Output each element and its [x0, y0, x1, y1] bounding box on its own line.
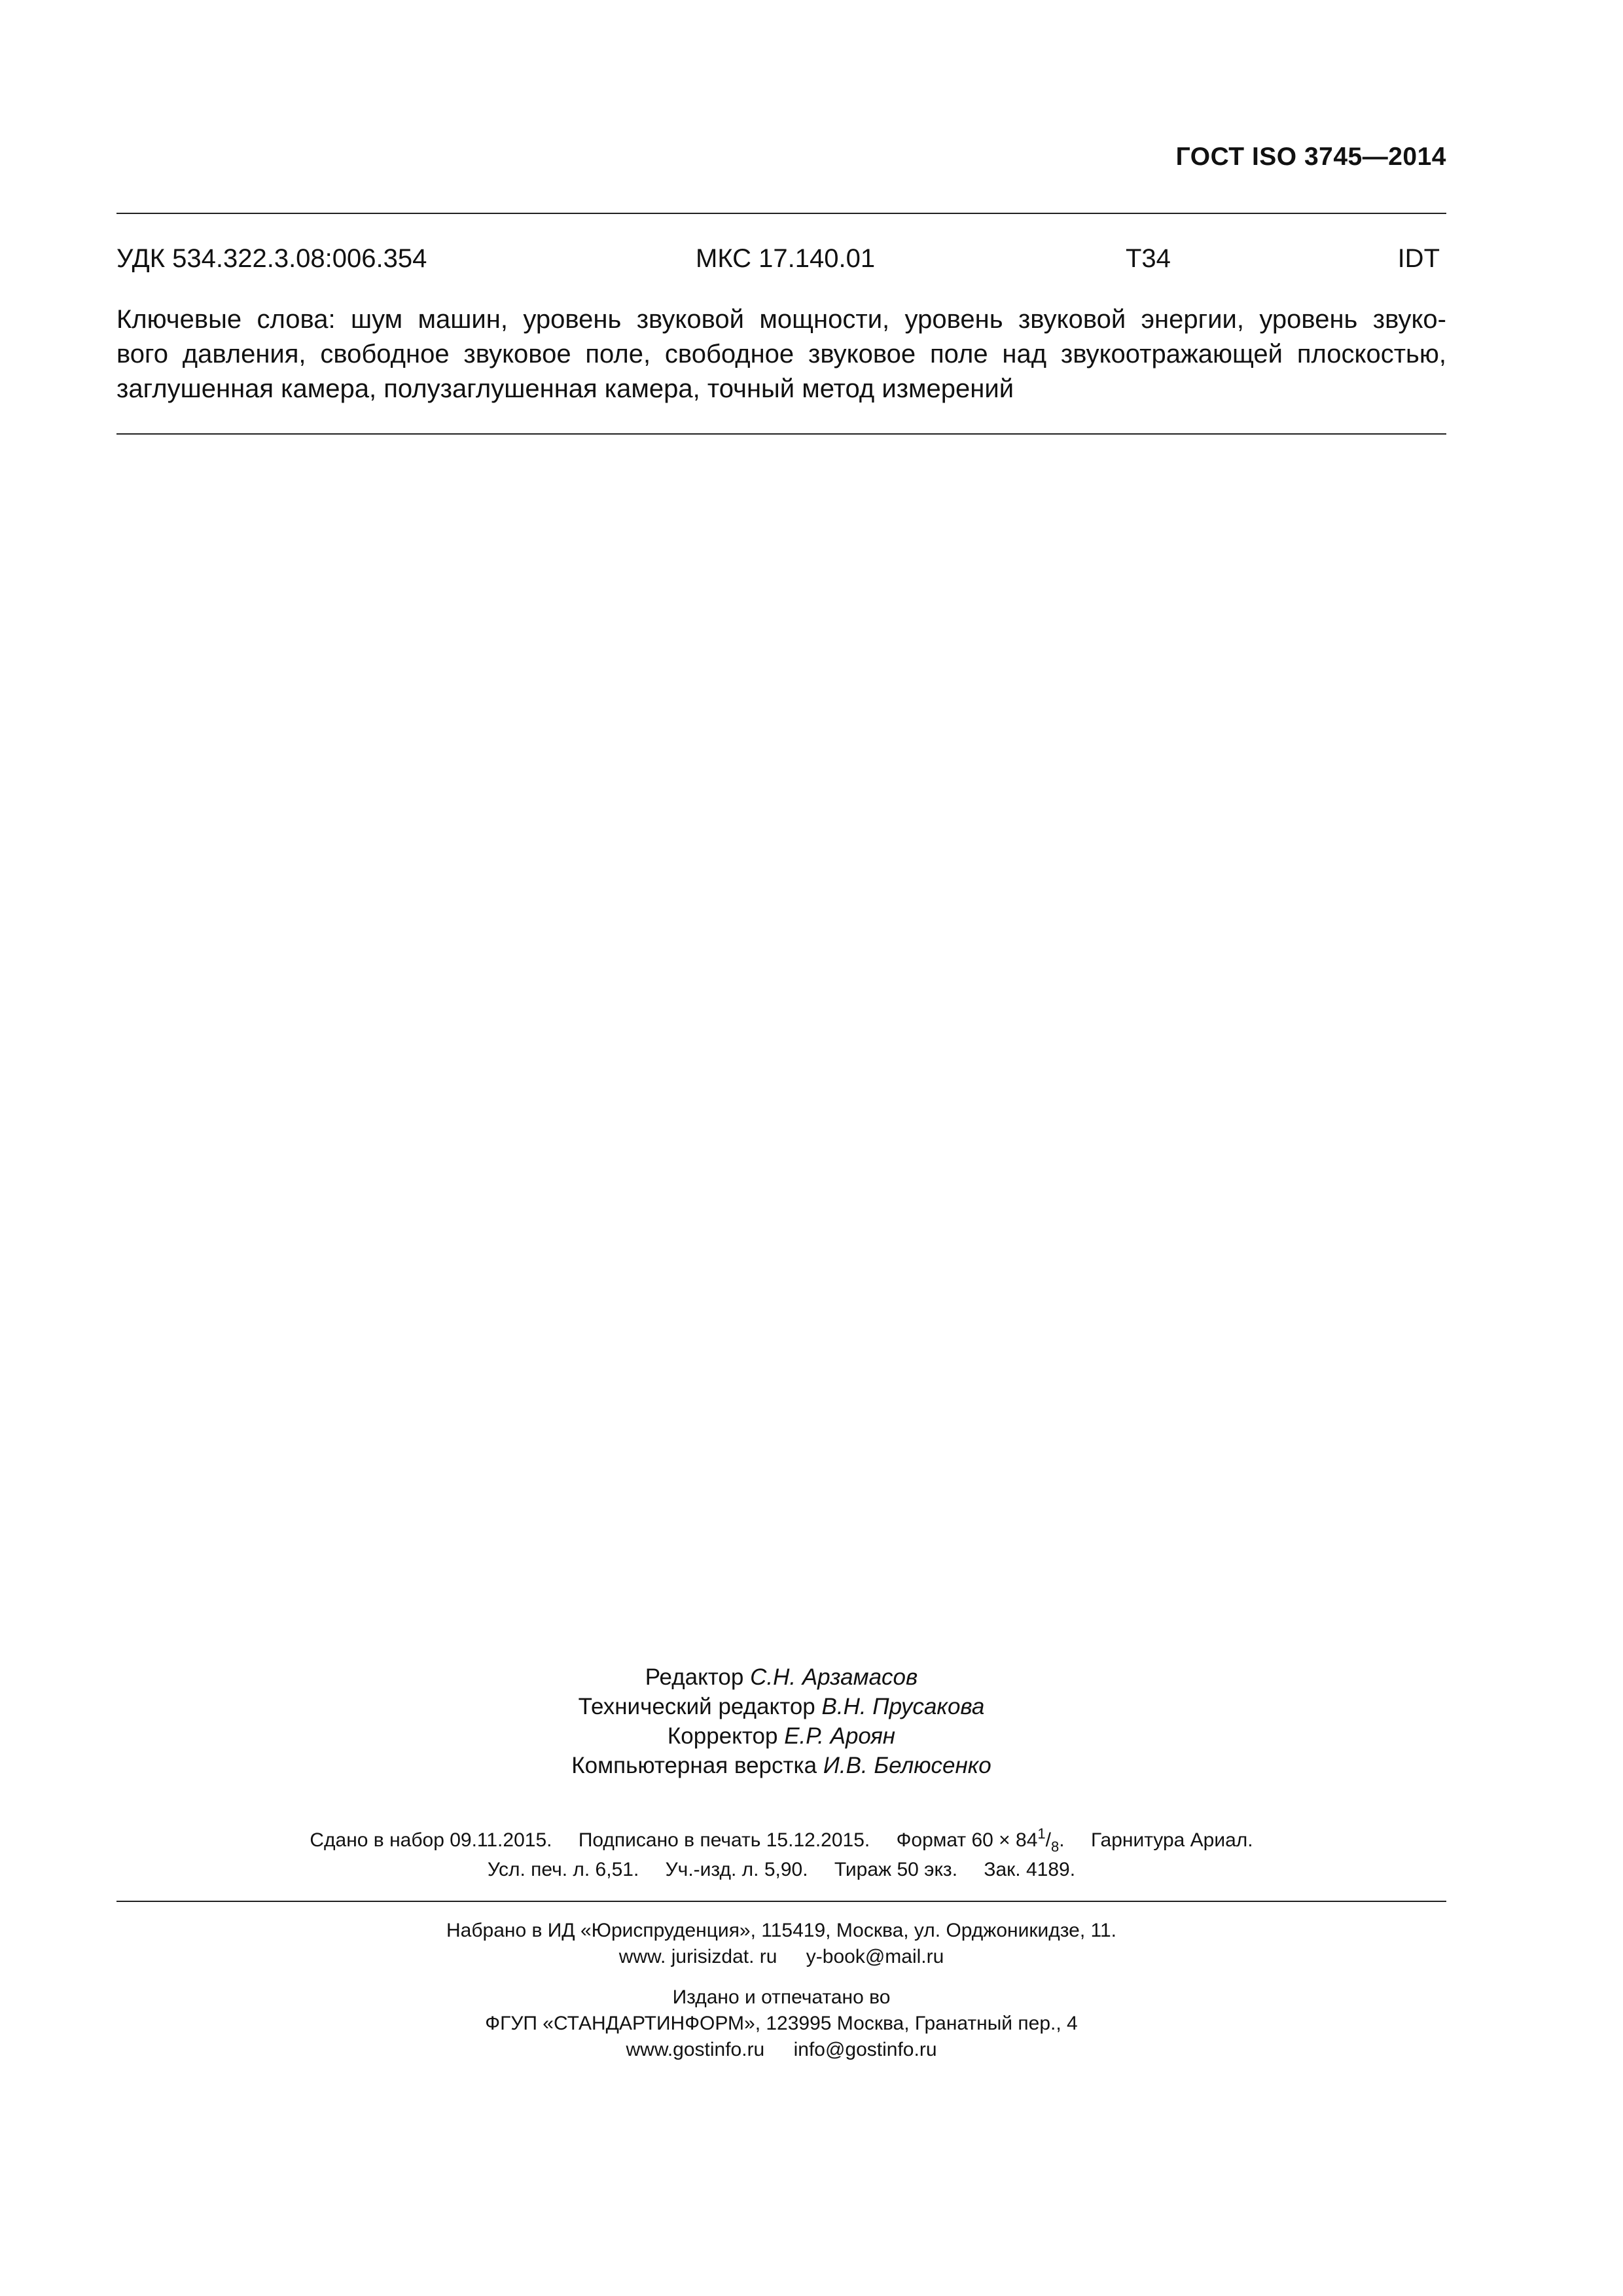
credit-person: Е.Р. Ароян	[784, 1723, 896, 1749]
credit-editor	[116, 1662, 1446, 1692]
publisher-website-link[interactable]: www.gostinfo.ru	[626, 2039, 765, 2060]
credit-role: Редактор	[645, 1664, 744, 1690]
typeset-location: Набрано в ИД «Юриспруденция», 115419, Москва, ул. Орджоникидзе, 11.	[446, 1920, 1116, 1941]
keywords-line: Ключевые слова: шум машин, уровень звуковой мощности, уровень звуковой энергии, уровень звуко-	[116, 305, 1446, 334]
format-denominator: 8	[1051, 1839, 1060, 1855]
credit-person: В.Н. Прусакова	[821, 1694, 985, 1719]
printed-by-organization: ФГУП «СТАНДАРТИНФОРМ», 123995 Москва, Гранатный пер., 4	[485, 2013, 1078, 2034]
format-slash: /	[1045, 1829, 1052, 1851]
udk-code: УДК 534.322.3.08:006.354	[116, 244, 427, 273]
keywords-block	[116, 302, 1446, 406]
credit-layout	[116, 1751, 1446, 1780]
print-info-line	[116, 1825, 1446, 1855]
credit-role: Технический редактор	[578, 1694, 815, 1719]
credits-block	[116, 1662, 1446, 1780]
typeface: Гарнитура Ариал.	[1090, 1829, 1253, 1851]
typeset-date: Сдано в набор 09.11.2015.	[310, 1829, 552, 1851]
format-prefix: Формат 60 × 84	[896, 1829, 1038, 1851]
imprint-divider	[116, 1901, 1446, 1902]
credit-role: Компьютерная верстка	[571, 1753, 817, 1778]
header-divider	[116, 213, 1446, 214]
publisher-block	[116, 1918, 1446, 2063]
order-number: Зак. 4189.	[984, 1859, 1076, 1880]
standard-designation: ГОСТ ISO 3745—2014	[1175, 143, 1446, 171]
credit-role: Корректор	[667, 1723, 778, 1749]
paper-format	[896, 1825, 1065, 1855]
mks-code: МКС 17.140.01	[696, 244, 876, 273]
printed-by-label: Издано и отпечатано во	[672, 1986, 891, 2008]
print-run: Тираж 50 экз.	[834, 1859, 958, 1880]
keywords-line: вого давления, свободное звуковое поле, свободное звуковое поле над звукоотражающей плоскостью,	[116, 340, 1446, 368]
keywords-line: заглушенная камера, полузаглушенная камера, точный метод измерений	[116, 374, 1014, 403]
publishing-sheets: Уч.-изд. л. 5,90.	[665, 1859, 808, 1880]
format-suffix: .	[1059, 1829, 1065, 1851]
harmonization-degree: IDT	[1397, 244, 1440, 273]
classification-row	[116, 244, 1446, 283]
print-info-line	[116, 1855, 1446, 1884]
typeset-email-link[interactable]: y-book@mail.ru	[806, 1946, 944, 1967]
okstu-code: T34	[1126, 244, 1171, 273]
format-numerator: 1	[1037, 1825, 1046, 1842]
credit-person: С.Н. Арзамасов	[750, 1664, 918, 1690]
signed-date: Подписано в печать 15.12.2015.	[578, 1829, 870, 1851]
printed-contacts	[116, 2037, 1446, 2063]
credit-corrector	[116, 1721, 1446, 1751]
typeset-website-link[interactable]: www. jurisizdat. ru	[618, 1946, 777, 1967]
publisher-email-link[interactable]: info@gostinfo.ru	[793, 2039, 937, 2060]
credit-tech-editor	[116, 1692, 1446, 1721]
credit-person: И.В. Белюсенко	[823, 1753, 991, 1778]
print-info-block	[116, 1825, 1446, 1884]
typeset-contacts	[116, 1944, 1446, 1970]
print-sheets: Усл. печ. л. 6,51.	[487, 1859, 639, 1880]
keywords-divider	[116, 433, 1446, 435]
